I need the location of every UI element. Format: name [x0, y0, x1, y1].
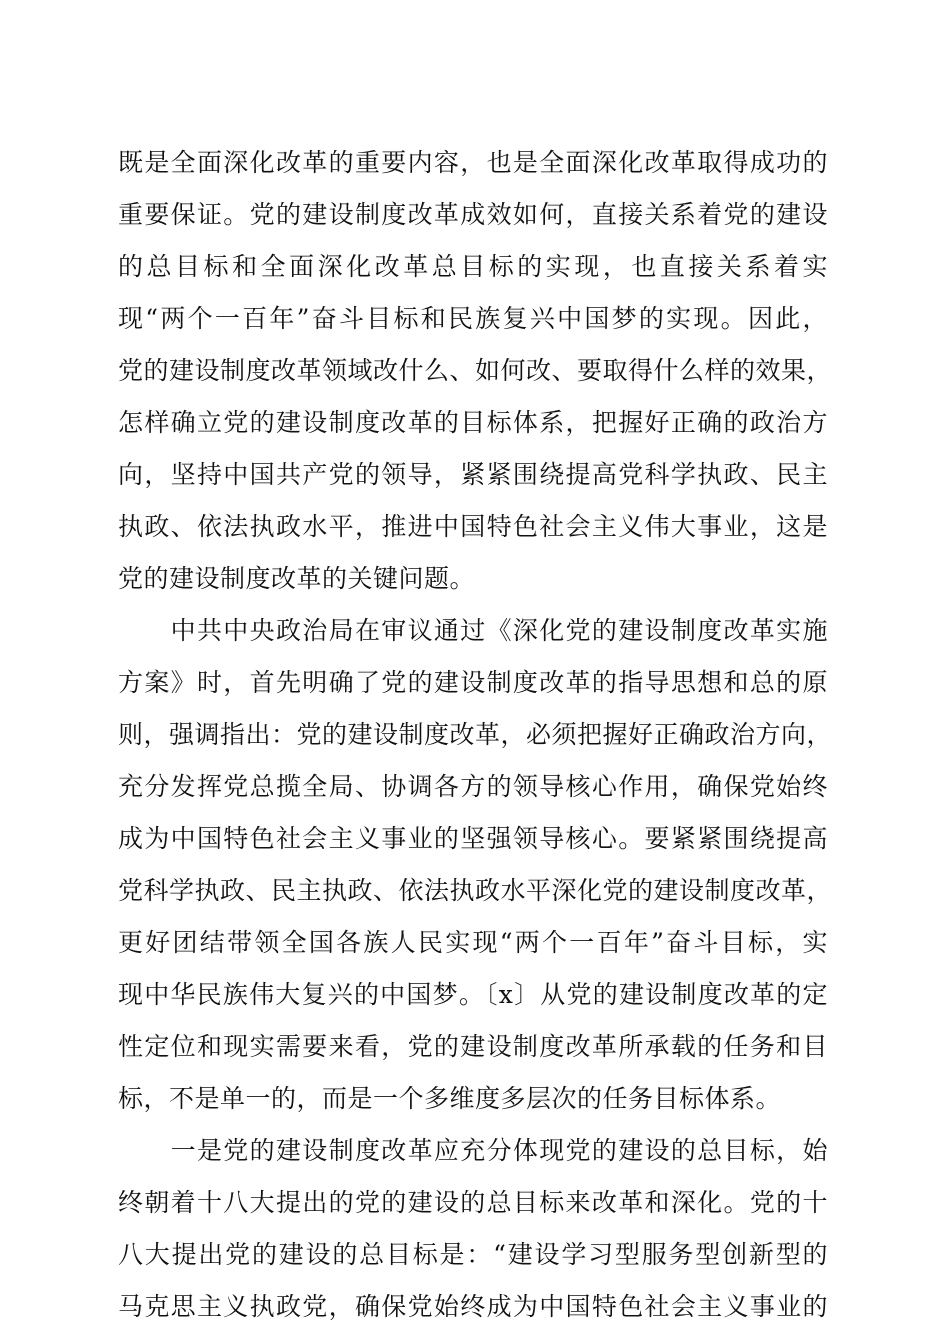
- text-line: 充分发挥党总揽全局、协调各方的领导核心作用，确保党始终: [118, 772, 828, 801]
- text-line: 执政、依法执政水平，推进中国特色社会主义伟大事业，这是: [118, 512, 828, 541]
- text-line: 成为中国特色社会主义事业的坚强领导核心。要紧紧围绕提高: [118, 824, 828, 853]
- text-line: 党的建设制度改革的关键问题。: [118, 564, 476, 593]
- text-line: 的总目标和全面深化改革总目标的实现，也直接关系着实: [118, 252, 828, 281]
- text-line: 一是党的建设制度改革应充分体现党的建设的总目标，始: [118, 1136, 828, 1165]
- text-line: 更好团结带领全国各族人民实现“两个一百年”奋斗目标，实: [118, 928, 828, 957]
- text-line: 向，坚持中国共产党的领导，紧紧围绕提高党科学执政、民主: [118, 460, 828, 489]
- text-line: 重要保证。党的建设制度改革成效如何，直接关系着党的建设: [118, 200, 828, 229]
- text-line: 终朝着十八大提出的党的建设的总目标来改革和深化。党的十: [118, 1188, 828, 1217]
- text-line: 方案》时，首先明确了党的建设制度改革的指导思想和总的原: [118, 668, 828, 697]
- text-line: 性定位和现实需要来看，党的建设制度改革所承载的任务和目: [118, 1032, 828, 1061]
- text-line: 怎样确立党的建设制度改革的目标体系，把握好正确的政治方: [118, 408, 828, 437]
- document-body: [118, 143, 833, 1339]
- text-line: 则，强调指出：党的建设制度改革，必须把握好正确政治方向，: [118, 720, 833, 749]
- text-line: 中共中央政治局在审议通过《深化党的建设制度改革实施: [118, 616, 828, 645]
- text-line: 现“两个一百年”奋斗目标和民族复兴中国梦的实现。因此，: [118, 304, 828, 333]
- text-line: 现中华民族伟大复兴的中国梦。〔x〕从党的建设制度改革的定: [118, 980, 828, 1009]
- text-line: 既是全面深化改革的重要内容，也是全面深化改革取得成功的: [118, 148, 828, 177]
- text-line: 党的建设制度改革领域改什么、如何改、要取得什么样的效果，: [118, 356, 833, 385]
- text-line: 八大提出党的建设的总目标是：“建设学习型服务型创新型的: [118, 1240, 828, 1269]
- text-line: 标，不是单一的，而是一个多维度多层次的任务目标体系。: [118, 1084, 782, 1113]
- text-line: 党科学执政、民主执政、依法执政水平深化党的建设制度改革，: [118, 876, 833, 905]
- text-line: 马克思主义执政党，确保党始终成为中国特色社会主义事业的: [118, 1292, 828, 1321]
